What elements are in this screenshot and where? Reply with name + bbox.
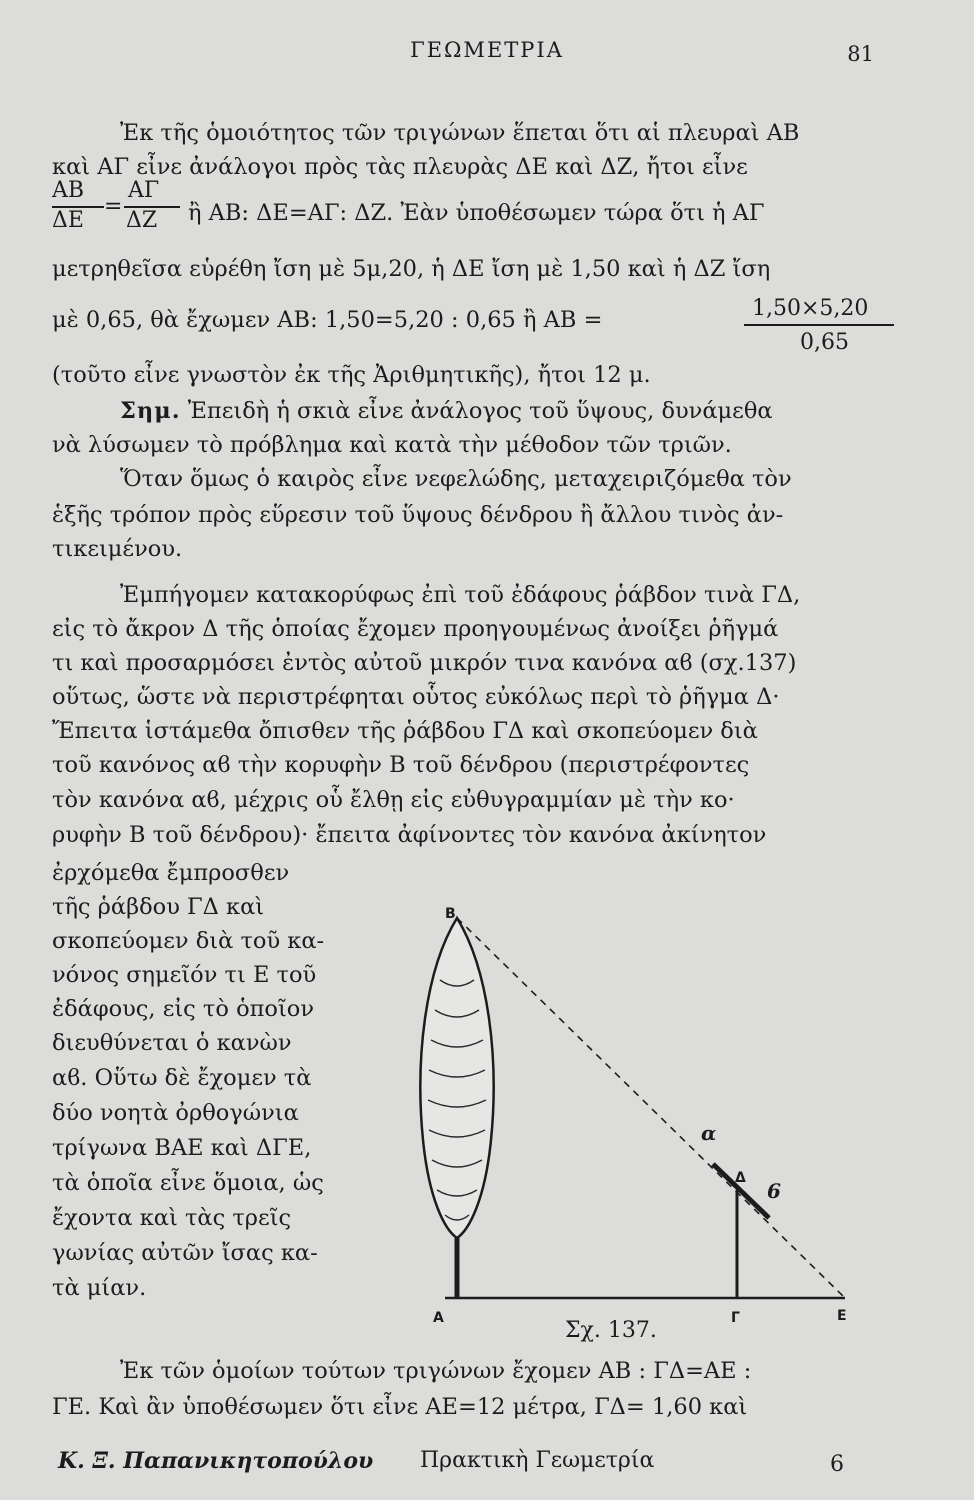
running-header: ΓΕΩΜΕΤΡΙΑ xyxy=(410,38,564,62)
column-line: γωνίας αὐτῶν ἴσας κα- xyxy=(52,1240,318,1266)
text-line: τι καὶ προσαρμόσει ἐντὸς αὐτοῦ μικρόν τινα κανόνα αϐ (σχ.137) xyxy=(52,650,797,676)
text-line: Ἐμπήγομεν κατακορύφως ἐπὶ τοῦ ἐδάφους ῥάβδον τινὰ ΓΔ, xyxy=(120,582,801,608)
column-line: ἐρχόμεθα ἔμπροσθεν xyxy=(52,860,290,886)
column-line: ἔχοντα καὶ τὰς τρεῖς xyxy=(52,1205,292,1231)
text-line: Ἐπειδὴ ἡ σκιὰ εἶνε ἀνάλογος τοῦ ὕψους, δυνάμεθα xyxy=(187,398,773,424)
text-line: ΓΕ. Καὶ ἂν ὑποθέσωμεν ὅτι εἶνε ΑΕ=12 μέτρα, ΓΔ= 1,60 καὶ xyxy=(52,1394,748,1420)
text-line: ρυφὴν Β τοῦ δένδρου)· ἔπειτα ἀφίνοντες τὸν κανόνα ἀκίνητον xyxy=(52,822,767,848)
column-line: διευθύνεται ὁ κανὼν xyxy=(52,1030,292,1056)
column-line: τρίγωνα ΒΑΕ καὶ ΔΓΕ, xyxy=(52,1135,312,1161)
text-line: τοῦ κανόνος αϐ τὴν κορυφὴν Β τοῦ δένδρου (περιστρέφοντες xyxy=(52,752,750,778)
text-line: τικειμένου. xyxy=(52,536,183,562)
fraction-numerator-left: ΑΒ xyxy=(52,178,85,203)
label-E: E xyxy=(837,1308,847,1324)
column-line: δύο νοητὰ ὀρθογώνια xyxy=(52,1100,299,1126)
text-line: μὲ 0,65, θὰ ἔχωμεν ΑΒ: 1,50=5,20 : 0,65 ἢ ΑΒ = xyxy=(52,307,603,333)
fraction-numerator-right: ΑΓ xyxy=(128,178,160,203)
text-line: Ἔπειτα ἱστάμεθα ὄπισθεν τῆς ῥάβδου ΓΔ καὶ σκοπεύομεν διὰ xyxy=(52,718,758,744)
text-line: Ἐκ τῶν ὁμοίων τούτων τριγώνων ἔχομεν ΑΒ : ΓΔ=ΑΕ : xyxy=(120,1358,752,1384)
text-line-with-note xyxy=(120,396,974,426)
fraction-bar xyxy=(744,324,894,326)
column-line: τὰ μίαν. xyxy=(52,1275,147,1301)
fraction-denominator: 0,65 xyxy=(800,330,849,355)
column-line: ἐδάφους, εἰς τὸ ὁποῖον xyxy=(52,996,315,1022)
text-line: ἢ ΑΒ: ΔΕ=ΑΓ: ΔΖ. Ἐὰν ὑποθέσωμεν τώρα ὅτι ἡ ΑΓ xyxy=(188,200,765,226)
text-line: τὸν κανόνα αϐ, μέχρις οὗ ἔλθῃ εἰς εὐθυγραμμίαν μὲ τὴν κο· xyxy=(52,787,735,813)
fraction-numerator: 1,50×5,20 xyxy=(752,296,869,321)
figure-caption: Σχ. 137. xyxy=(565,1318,657,1343)
text-line: εἰς τὸ ἄκρον Δ τῆς ὁποίας ἔχομεν προηγουμένως ἀνοίξει ῥῆγμά xyxy=(52,616,779,642)
column-line: αϐ. Οὕτω δὲ ἔχομεν τὰ xyxy=(52,1065,312,1091)
tree-crown xyxy=(420,918,493,1238)
text-line: νὰ λύσωμεν τὸ πρόβλημα καὶ κατὰ τὴν μέθοδον τῶν τριῶν. xyxy=(52,432,732,458)
note-abbreviation: Σημ. xyxy=(120,398,181,424)
text-line: καὶ ΑΓ εἶνε ἀνάλογοι πρὸς τὰς πλευρὰς ΔΕ καὶ ΔΖ, ἤτοι εἶνε xyxy=(52,154,748,180)
page-number: 81 xyxy=(847,42,874,66)
label-A: A xyxy=(433,1310,444,1326)
fraction-denominator-left: ΔΕ xyxy=(52,208,84,233)
text-line: οὕτως, ὥστε νὰ περιστρέφηται οὗτος εὐκόλως περὶ τὸ ῥῆγμα Δ· xyxy=(52,684,780,710)
label-Gamma: Γ xyxy=(731,1310,740,1326)
column-line: νόνος σημεῖόν τι Ε τοῦ xyxy=(52,962,317,988)
sight-line xyxy=(457,918,845,1298)
fraction-denominator-right: ΔΖ xyxy=(126,208,158,233)
book-page: ΓΕΩΜΕΤΡΙΑ 81 Ἐκ τῆς ὁμοιότητος τῶν τριγώνων ἕπεται ὅτι αἱ πλευραὶ ΑΒ καὶ ΑΓ εἶνε ἀνάλογοι πρὸς τὰς πλευρὰς ΔΕ καὶ ΔΖ, ἤτοι εἶνε ΑΒ ΑΓ = ΔΕ ΔΖ ἢ ΑΒ: ΔΕ=ΑΓ: ΔΖ. Ἐὰν ὑποθέσωμεν τώρα ὅτι ἡ ΑΓ μετρηθεῖσα εὑρέθη ἴση μὲ 5μ,20, ἡ ΔΕ ἴση μὲ 1,50 καὶ ἡ ΔΖ ἴση μὲ 0,65, θὰ ἔχωμεν ΑΒ: 1,50=5,20 : 0,65 ἢ ΑΒ = 1,50×5,20 0,65 (τοῦτο εἶνε γνωστὸν ἐκ τῆς Ἀριθμητικῆς), ἤτοι 12 μ. Σημ. Ἐπειδὴ ἡ σκιὰ εἶνε ἀνάλογος τοῦ ὕψους, δυνάμεθα νὰ λύσωμεν τὸ πρόβλημα καὶ κατὰ τὴν μέθοδον τῶν τριῶν. Ὅταν ὅμως ὁ καιρὸς εἶνε νεφελώδης, μεταχειριζόμεθα τὸν ἑξῆς τρόπον πρὸς εὕρεσιν τοῦ ὕψους δένδρου ἢ ἄλλου τινὸς ἀν- τικειμένου. Ἐμπήγομεν κατακορύφως ἐπὶ τοῦ ἐδάφους ῥάβδον τινὰ ΓΔ, εἰς τὸ ἄκρον Δ τῆς ὁποίας ἔχομεν προηγουμένως ἀνοίξει ῥῆγμά τι καὶ προσαρμόσει ἐντὸς αὐτοῦ μικρόν τινα κανόνα αϐ (σχ.137) οὕτως, ὥστε νὰ περιστρέφηται οὗτος εὐκόλως περὶ τὸ ῥῆγμα Δ· Ἔπειτα ἱστάμεθα ὄπισθεν τῆς ῥάβδου ΓΔ καὶ σκοπεύομεν διὰ τοῦ κανόνος αϐ τὴν κορυφὴν Β τοῦ δένδρου (περιστρέφοντες τὸν κανόνα αϐ, μέχρις οὗ ἔλθῃ εἰς εὐθυγραμμίαν μὲ τὴν κο· ρυφὴν Β τοῦ δένδρου)· ἔπειτα ἀφίνοντες τὸν κανόνα ἀκίνητον ἐρχόμεθα ἔμπροσθεν τῆς ῥάβδου ΓΔ καὶ σκοπεύομεν διὰ τοῦ κα- νόνος σημεῖόν τι Ε τοῦ ἐδάφους, εἰς τὸ ὁποῖον διευθύνεται ὁ κανὼν αϐ. Οὕτω δὲ ἔχομεν τὰ δύο νοητὰ ὀρθογώνια τρίγωνα ΒΑΕ καὶ ΔΓΕ, τὰ ὁποῖα εἶνε ὅμοια, ὡς ἔχοντα καὶ τὰς τρεῖς γωνίας αὐτῶν ἴσας κα- τὰ μίαν. B A Γ E Δ α 6 Σχ. 137. Ἐκ τῶν ὁμοίων τούτων τριγώνων ἔχομεν ΑΒ : ΓΔ=ΑΕ : ΓΕ. Καὶ ἂν ὑποθέσωμεν ὅτι εἶνε ΑΕ=12 μέτρα, ΓΔ= 1,60 καὶ Κ. Ξ. Παπανικητοπούλου Πρακτικὴ Γεωμετρία 6 xyxy=(0,0,974,1500)
text-line: Ἐκ τῆς ὁμοιότητος τῶν τριγώνων ἕπεται ὅτι αἱ πλευραὶ ΑΒ xyxy=(120,120,800,146)
footer-signature: 6 xyxy=(830,1452,844,1477)
label-alpha: α xyxy=(701,1121,717,1145)
column-line: σκοπεύομεν διὰ τοῦ κα- xyxy=(52,928,325,954)
label-Delta: Δ xyxy=(735,1170,746,1186)
footer-book-title: Πρακτικὴ Γεωμετρία xyxy=(420,1448,655,1473)
column-line: τὰ ὁποῖα εἶνε ὅμοια, ὡς xyxy=(52,1170,324,1196)
text-line: (τοῦτο εἶνε γνωστὸν ἐκ τῆς Ἀριθμητικῆς), ἤτοι 12 μ. xyxy=(52,362,651,388)
geometry-figure xyxy=(395,900,875,1330)
label-B: B xyxy=(445,906,456,922)
text-line: Ὅταν ὅμως ὁ καιρὸς εἶνε νεφελώδης, μεταχειριζόμεθα τὸν xyxy=(120,466,792,492)
text-line: ἑξῆς τρόπον πρὸς εὕρεσιν τοῦ ὕψους δένδρου ἢ ἄλλου τινὸς ἀν- xyxy=(52,502,784,528)
footer-author: Κ. Ξ. Παπανικητοπούλου xyxy=(58,1448,374,1474)
text-line: μετρηθεῖσα εὑρέθη ἴση μὲ 5μ,20, ἡ ΔΕ ἴση μὲ 1,50 καὶ ἡ ΔΖ ἴση xyxy=(52,256,771,282)
column-line: τῆς ῥάβδου ΓΔ καὶ xyxy=(52,894,265,920)
label-beta: 6 xyxy=(767,1179,781,1203)
